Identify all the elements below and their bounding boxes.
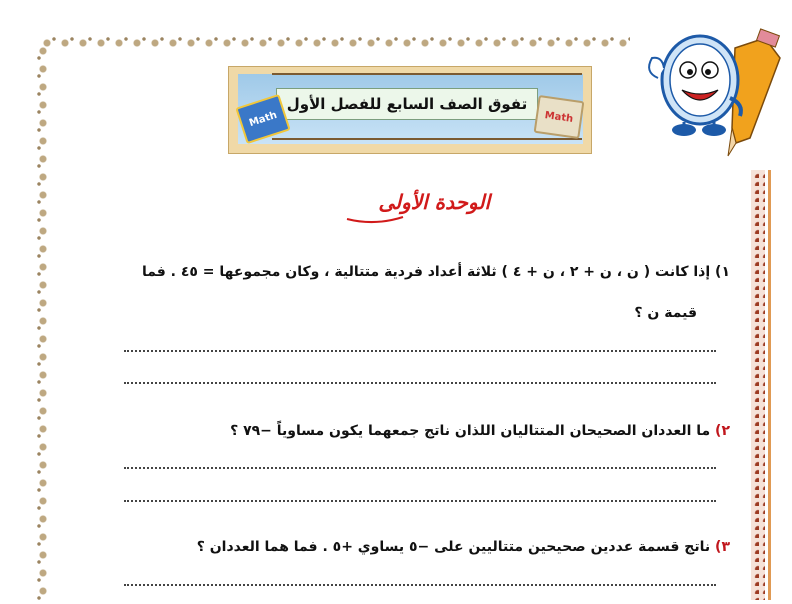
question-1 [142, 264, 730, 280]
question-number: ١) [715, 264, 730, 280]
answer-line[interactable] [124, 500, 716, 502]
ornamental-border-top [40, 36, 630, 50]
question-3 [197, 539, 730, 555]
question-1-continued [634, 305, 697, 321]
question-text: ما العددان الصحيحان المتتاليان اللذان ناتج جمعهما يكون مساوياً −٧٩ ؟ [230, 423, 711, 439]
header-title-box [276, 88, 538, 120]
question-text: قيمة ن ؟ [634, 305, 697, 321]
book-label-right: Math [544, 109, 574, 125]
question-text: ناتج قسمة عددين صحيحين متتاليين على −٥ يساوي +٥ . فما هما العددان ؟ [196, 539, 711, 555]
unit-title: الوحدة الأولى [378, 190, 490, 214]
answer-line[interactable] [124, 584, 716, 586]
ornamental-border-left [36, 44, 50, 604]
math-book-icon [534, 95, 585, 139]
book-label-left: Math [247, 109, 279, 129]
question-text: إذا كانت ( ن ، ن + ٢ ، ن + ٤ ) ثلاثة أعداد فردية متتالية ، وكان مجموعها = ٤٥ . فما [141, 264, 711, 280]
header-title: تفوق الصف السابع للفصل الأول [286, 95, 528, 113]
answer-line[interactable] [124, 467, 716, 469]
answer-line[interactable] [124, 350, 716, 352]
banner-rule-bottom [272, 138, 582, 140]
heading-swash-icon [345, 214, 405, 224]
question-2 [230, 423, 730, 439]
clock-mascot-icon [640, 18, 790, 168]
answer-line[interactable] [124, 382, 716, 384]
decorative-border-right [751, 170, 765, 600]
question-number: ٢) [715, 423, 730, 439]
banner-rule-top [272, 73, 582, 75]
decorative-border-right-stripe [768, 170, 771, 600]
question-number: ٣) [715, 539, 730, 555]
